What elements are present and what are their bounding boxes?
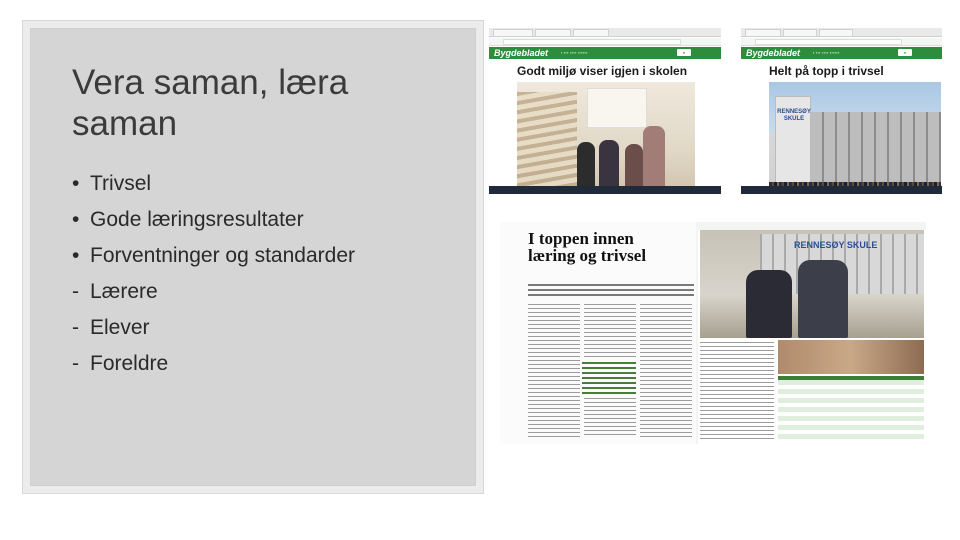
bullet-text: Foreldre: [90, 352, 169, 375]
bullet-text: Elever: [90, 316, 150, 339]
search-icon: ⌕: [898, 49, 912, 56]
text-column: [584, 304, 636, 358]
newspaper-spread: [500, 222, 926, 444]
bullet-item: [72, 166, 355, 202]
staircase: [517, 92, 577, 194]
browser-tab: [573, 29, 609, 36]
browser-url-bar: [741, 38, 942, 46]
text-column: [528, 304, 580, 438]
bullet-marker: -: [72, 280, 79, 303]
browser-tab: [745, 29, 781, 36]
browser-tab-bar: [741, 28, 942, 37]
site-header: [741, 47, 942, 59]
student-figure: [798, 260, 848, 338]
bullet-marker: •: [72, 208, 80, 231]
site-header: [489, 47, 721, 59]
bullet-item: [72, 274, 355, 310]
article-screenshot-two: [741, 28, 942, 194]
pull-quote: [582, 362, 636, 394]
slide-title: Vera saman, læra saman: [72, 63, 349, 143]
gym-photo: [778, 340, 924, 374]
url-field: [755, 39, 902, 45]
browser-tab: [493, 29, 533, 36]
newspaper-left-page: [500, 222, 696, 444]
os-taskbar: [489, 186, 721, 194]
bullet-item: [72, 346, 355, 382]
newspaper-headline: I toppen innen læring og trivsel: [528, 229, 647, 265]
article-headline: Helt på topp i trivsel: [769, 64, 884, 78]
bullet-marker: -: [72, 352, 79, 375]
bullet-item: [72, 310, 355, 346]
window: [587, 88, 647, 128]
results-table: [778, 376, 924, 442]
student-figure: [746, 270, 792, 338]
newspaper-lead: [528, 284, 694, 298]
site-logo: Bygdebladet: [494, 48, 549, 58]
text-column: [700, 342, 774, 440]
bullet-item: [72, 238, 355, 274]
site-nav: ▪ ▪▪▪ ▪▪▪▪ ▪▪▪▪▪▪: [561, 50, 588, 55]
students-photo: [700, 230, 924, 338]
bullet-text: Gode læringsresultater: [90, 208, 304, 231]
search-icon: ⌕: [677, 49, 691, 56]
bullet-text: Forventninger og standarder: [90, 244, 355, 267]
school-building-photo: [769, 82, 941, 194]
site-logo: Bygdebladet: [746, 48, 801, 58]
browser-tab-bar: [489, 28, 721, 37]
building-facade: [809, 112, 941, 182]
bullet-text: Trivsel: [90, 172, 152, 195]
article-headline: Godt miljø viser igjen i skolen: [517, 64, 688, 78]
browser-url-bar: [489, 38, 721, 46]
url-field: [503, 39, 681, 45]
text-column: [584, 398, 636, 438]
browser-tab: [535, 29, 571, 36]
school-interior-photo: [517, 82, 695, 194]
text-column: [640, 304, 692, 438]
bullet-item: [72, 202, 355, 238]
newspaper-right-page: [698, 230, 926, 444]
bullet-list: [72, 166, 355, 382]
bullet-text: Lærere: [90, 280, 158, 303]
browser-tab: [783, 29, 817, 36]
school-sign: RENNESØY SKULE: [777, 109, 811, 122]
os-taskbar: [741, 186, 942, 194]
bullet-marker: •: [72, 172, 80, 195]
bullet-marker: •: [72, 244, 80, 267]
bullet-marker: -: [72, 316, 79, 339]
building-tower: [775, 96, 811, 186]
school-sign: RENNESØY SKULE: [794, 240, 878, 250]
browser-tab: [819, 29, 853, 36]
person-figure: [643, 126, 665, 194]
site-nav: ▪ ▪▪▪ ▪▪▪▪ ▪▪▪▪▪▪: [813, 50, 840, 55]
article-screenshot-one: [489, 28, 721, 194]
